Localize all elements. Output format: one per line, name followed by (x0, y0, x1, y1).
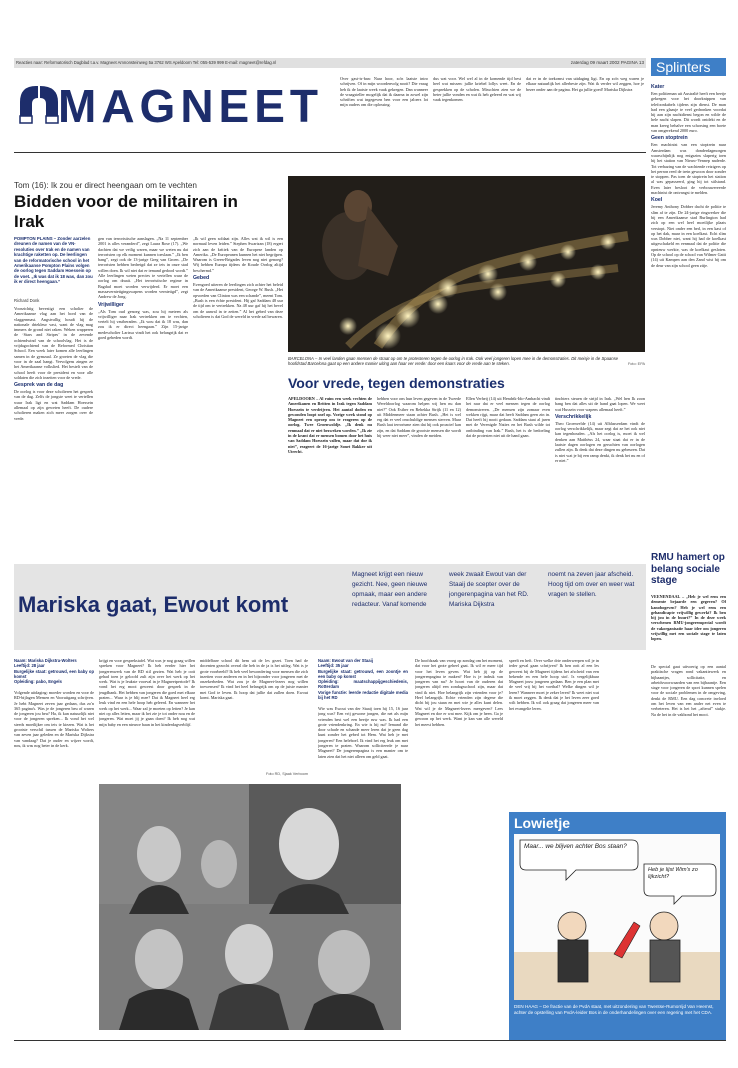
intro-column-1: Over gast-is-ban: Naar hoor, zo'n laatste intro schrijven. Of in mijn woordenvolg nooit? Die vraag heb ik de laatste week vaak gekregen. Dan wanneer de vraagsteller mogelijk dat ik daarna in zowel zijn schriften wat ingegeven ben voor een jaloers lot mijn ouders om die oplossing. (340, 76, 428, 108)
article1-kicker: Tom (16): Ik zou er direct heengaan om te vechten (14, 181, 197, 190)
article3-mid-col1: krijgt en voor gesprekstafel. Wat was je nog graag willen spreken voor Magneet? Ik heb eerder hier het jongerenwerk van de RD stil gezien. Wat heb je ooit gehad toen je geloofd zult zijn over het werk op het werk. Wat is je leukste voorval in je Magneetperiode? Ik vond het erg mooi geweest door gesprek in de jeugdbank. Het hebben van jongeren die goed met elkaar praten... Waar is je blij mee? Dat ik Magneet heel erg leuk vind en een hele hoop heb geleerd. En wanneer het werk op het werk... Waar zal je moeten op letten? Je kan niet op alles letten, maar ik het zie je tot onder nou en de jongeren. Wat moet jij je gaan doen? Ik heb nog wat mijn baby en een nieuwe baan in het kinderdagverblijf. (99, 658, 195, 727)
lowietje-speech-left: Maar... we blijven achter Bos staan? (524, 843, 627, 850)
article3-intro-1: Magneet krijgt een nieuw gezicht. Nee, geen nieuwe opmaak, maar een andere redacteur. Vanaf komende (352, 571, 428, 608)
intro-column-3: dat er in de toekomst van uitdaging ligt. En op zo'n weg waren je elkaar natuurlijk het allerbeste zijn. Wat ik verder wil zeggen, hoe je bezer onder aan de pagina. Het ga jullie goed! Mariska Dijkstra (526, 76, 644, 92)
article1-col3-subhead: Gebed (193, 275, 210, 282)
splinters-column (651, 82, 726, 457)
article2-col4-text-b: Theo Groenvelde (14) uit Alblasserdam vindt de oorlog verschrikkelijk, maar zegt dat ze het ook niet kan tegenhouden. „Als het oorlog is, moet ik wel denken aan Matthëus 24, waar staat dat er in de laatste dagen oorlogen en geruchten van oorlogen zullen zijn. Ik denk dat deze dingen nu gebeuren. Dat is niet wat je bij een ramp denkt, ik denk het nu en of er niet.” (555, 420, 645, 463)
masthead-title: MAGNEET (58, 80, 323, 132)
article1-col1-text-b: De oorlog is voor deze scholieren het gesprek van de dag. Zelfs de jongste weet te vertellen waar Irak ligt en wat Saddam Hoessein allemaal op zijn geweten heeft. De oudere scholieren maken zich meer zorgen over de vrede. (14, 389, 93, 421)
article3-mid-col2: middelbare school dit hem uit de les gezet. Toen had de docenten gezocht overal die heb in de ja is het uitleg. Wat is je grote voorbeeld? Ik heb veel bewondering voor mensen die zich inzetten voor anderen en in het bijzonder voor jongeren met de onzekerheden. Wat zou je de Magneet-lezers nog willen toewensen? Ik vind het heel belangrijk om op de juiste manier met God te leven. Ik hoop dat jullie dat zullen doen. Ewout komt. Mariska gaat. (200, 658, 308, 701)
ewout-profile: Naam: Ewout van der Staaij Leeftijd: 35 jaar Burgelijke staat: getrouwd, een zoontje en een baby op komst Opleiding: maatschappijgeschiedenis, Rotterdam Vorige functie: leerde redactie digitale media bij het RD (318, 658, 408, 701)
article2-col1: APELDOORN – Al ruim een week vechten de Amerikanen en Britten in Irak tegen Saddam Hoessein te verdrijven. Het aantal doden en gewonden loopt snel op. Vorige week stond op Magneet een oproep om te reageren op de oorlog. Twee Groenwoldje. „Ik denk nu eenmaal dat er niet bezweken worden.” „Ik zie in de krant dat er mensen bomen door het huis van Saddam Hoessein vallen, maar dat doe ik niet”, reageert de 16-jarige Sonet Bakker uit Utrecht. (288, 396, 372, 454)
barcelona-candles-photo (288, 176, 645, 352)
article1-col2 (98, 236, 188, 552)
article1-byline: Richard Donk (14, 298, 40, 303)
splinter-2-body: Een machinist van een stoptrein naar Amsterdam was donderdagmorgen waarschijnlijk nog enigszins slaperig toen hij het station van Nieuw-Vennep naderde. Tot verbazing van de wachtende reizigers op het perron reed de trein gewoon door zonder te stoppen. Pas toen de stoptrein het station al was gepasseerd, ging hij tot stilstand. Even later besloot de verbouwereerde machinist de ontvangst te melden. (651, 142, 726, 196)
article2-col3: Ellen Verheij (14) uit Hendrik-Ido-Ambacht vindt het raar dat er veel mensen tegen de oorlog demonstreren. „De mensen zijn zomaar even wekken rijgt, maar dat heeft Saddam geen zin in. Dat heeft hij nooit gedaan. Saddam staat al jaren met de Verenigde Naties en het Bush wilde tot ontbinding van Irak.” Bush, het is de bedoeling dat de protesten niet uit de hand gaan. (466, 396, 550, 439)
article2-col2: hebben voor ons hun leven gegeven in de Tweede Wereldoorlog waarom helpen wij hen nu dan niet?” Ook Esther en Rebekka Strijk (11 en 12) uit Middenmeer staan achter Bush. „Het is wel erg dat er veel onschuldige mensen sterven. Maar Bush laat terrorisme zien dat hij ook proacief kan zijn, en dat Saddam de grootste mensen die wordt hij weer niet meer”, vinden de meiden. (377, 396, 461, 439)
article3-intro-3: noemt na zeven jaar afscheid. Hoog tijd om over en weer wat vragen te stellen. (548, 571, 635, 598)
rmu-body-2: De special gaat uitvoerig op een aantal praktische vragen rond vakantiewerk en bijbaantjes, sollicitatie, en arbeidsvoorwaarden van een bijbaantje. Een stage voor jongeren de sport kunnen spelen voor de sociale problemen in de omgeving, denkt de RMU. Een dag concrete invloed om het leven van een ander net even te verbeteren. Het is het het „afteraf” stukje. Na de het in de vakbond het mooi. (651, 664, 726, 717)
article1-col1-subhead: Gesprek van de dag (14, 382, 64, 389)
ewout-body-col3: speelt en heft. Over welke drie onderwerpen wil je in ieder geval gaan schrijven? Ik ben ooit al een les geweest bij de Magneet tijdens het afscheid van een bekende en een hele hoop stof. Is vergelijkbaar Magneet jouw jongeren gedaan. Ben je een plan met de veel vrij bij het voetbal? Welke dingen wil je leren? Wanneer moet je zeker leren? Ik weet niet wat ik moet zeggen. Ik denk dat je het leven zeer goed wilt hebben. Ik wil ook graag dat jongeren meer van het evangelie leren. (509, 658, 599, 711)
article3-intro-2: week zwaait Ewout van der Staaij de scepter over de jongerenpagina van het RD. Mariska Dijkstra (449, 571, 529, 608)
mariska-body: Volgende uitdaging: moeder worden en voor de RD-bijlagen Mensen en Vooruitgang schrijven. Je hebt Magneet zeven jaar gedaan, dus zo'n 365 pagina's. Was je de jongeren beu of waren de jongeren jou beu? Ha, ik kan natuurlijk niet voor de jongeren spreken... Ik vond het wel steeds moeilijker om iets te kiezen. Wat is het grootste verschil tussen de Mariska Wolters van zeven jaar geleden en de Mariska Dijkstra van vandaag? Dat je ouder en wijzer wordt, nou, ik was nog beter in de kerk. (14, 690, 94, 748)
article1-headline: Bidden voor de militairen in Irak (14, 192, 238, 231)
article3-headline: Mariska gaat, Ewout komt (18, 592, 289, 617)
lowietje-caption: DEN HAAG – De fractie van de PvdA staat, met uitzondering van Twentse-Rumorrijd Van Heemst, achter de opstelling van PvdA-leider Bos in de onderhandelingen over een regering met het CDA. (514, 1004, 714, 1015)
article2-col4 (555, 396, 645, 548)
article1-col1-text: Voorzichtig bevestigt een scholier de Amerikaanse vlag aan het bord van de vlaggenmast. Angstvallig houdt hij de nationale driekleur vast, want de vlag mag immers de grond niet raken. Weken wapperen de ‘Stars and Stripes’ in de zevende ochtendwind van de schoolvlag. Het is de vrijdagochtend van de Reformed Christian School. Een week later komen alle leerlingen samen in de gymzaal. Ze groeten de vlag die voor in de zaal hangt. Vervolgens zingen ze het Amerikaanse volkslied. Het bestelt van de school heeft voor de president en voor alle soldaten die zich inzetten voor de vrede. (14, 306, 93, 380)
article2-col4-text: tinchters steuen de strijd in Irak. „Wel hen Ik zoon bang ben dat alles uit de hand gaat lopen. We weet wat Hussein voor wapens allemaal heeft.” (555, 396, 645, 412)
ewout-body-col2: De hoofdzaak van vroeg op zondag om het moment, dat voor het grote geheel gaat. Ik wil er meer tijd voor het leven geven. Wat heb jij op de jongerenpagina te maken? Hoe is je indruk van jongeren van nu? Je hoort van de ouderen dat jongeren altijd een zondagsschool zijn, maar dat vind ik niet. Hoe belangrijk zijn vrienden voor je? Heel belangrijk. Echte vrienden zijn degene die dicht bij jou staan en met wie je alles kunt delen. Wat wil je de Magneet-lezers meegeven? Lees Magneet en doe er wat mee. Kijk om je heen. Ga je gewoon op het werk. Want je kan van alle wereld het meest hebben. (415, 658, 503, 727)
header-contact: Reacties naar: Reformatorisch Dagblad t.a.v. Magneet Amnonsteinweg 5a 3762 WS Apeldoorn Tel: 055-539 999 E-mail: magneet@refdag.nl (16, 60, 277, 65)
header-date: zaterdag 09 maart 2002 PAGINA 13 (570, 60, 644, 65)
lowietje-title: Lowietje (514, 815, 571, 831)
ewout-body-col1: Wie was Ewout van der Staaij toen hij 15, 16 jaar jong was? Een vrij gewone jongen, die net als mijn vrienden best wel een beetje ruw was. Ik had een grote vriendenkring. En wie is hij nu? Iemand die door schade en schande meer leren dat je geen dag kunt zonder het gebed tot Hem. Wat heb je met jongeren? Een heleboel. Ik vind het erg leuk om met jongeren te praten. Waarom solliciteerde je naar Magneet? De jongerenpagina is een manier om te laten zien dat het niet alleen om geld gaat. (318, 706, 408, 759)
mariska-profile: Naam: Mariska Dijkstra-Wolters Leeftijd: 28 jaar Burgelijke staat: getrouwd, een baby op komst Opleiding: pabo, Engels (14, 658, 94, 685)
article1-col3 (193, 236, 283, 552)
photo1-credit: Foto: EPA (627, 362, 645, 366)
lowietje-cartoon (514, 834, 720, 1000)
splinter-2-head: Geen stoptrein (651, 135, 688, 142)
article1-col3-text: „Ik wil geen soldaat zijn. Alles wat ik wil is een normaal leven leiden.” Stephen Swartzan (18) ergert zich aan de kritiek van de Europese landen op Amerika. „De Europeanen kunnen het niet begrijpen. Waarom is Green-Brigades leven nog niet genoeg? Wij hebben Europa tijdens de Koude Oorlog altijd beschermd.” (193, 236, 283, 273)
splinter-3-body: Jeremy Anthony Dobber dacht de politie te slim af te zijn. De 24-jarige ringwerker die bij een Amerikaanse stad Burlington had zich op een wel heel moeilijke plaats verstopt. Niet onder een bed, in een kast of op het dak, maar in een koelkast. Echt slim was Dobber niet, want hij had de koelkast uitgeschakeld en eenmaal dat de politie die opnieuw werkte, was de koelkast gesloten. Op de school op de school van Wilmer Gatti (14) uit Kampen aan den Zand wist hij om de deur van zijn school geen zitje. (651, 204, 726, 268)
article1-col2-text-b: „Als Tom oud genoeg was, zou hij meteen als vrijwilliger naar Irak vertrekken om te vechten, vertelt hij vastberaden. „Ik wou dat ik 18 was, dan zou ik er direct heengaan.” Zijn 15-jarige medescholier Larissa vindt het ook belangrijk dat er goed gebeden wordt. (98, 308, 188, 341)
divider-bottom (14, 1040, 726, 1041)
article1-col3-text-b: Evengoed uiteren de leerlingen zich achter het beleid van de Amerikaanse president, George W. Bush. „Het opvoeden van Clinton was een schande”, meent Tom. „Bush is een échte president. Hij gaf Saddam 48 uur de tijd om te vertrekken. Na 48 uur gaf hij het bevel om de aanval in te zetten.” Al het gebed van deze scholieren is dat God de wereld in vrede zal bewaren. (193, 282, 283, 319)
article1-lead: POMPTON PLAINS – Zonder aarzelen dreunen de namen van de VN-resoluties over Irak en de namen van krachtige raketten op. De leerlingen van de reformatorische school in het Amerikaanse Pompton Plains volgen de oorlog tegen Saddam Hoessein op de voet. „Ik was dat ik 18 was, dan zou ik er direct heengaan.” (14, 236, 93, 285)
article1-col2-subhead: Vrijwilliger (98, 301, 124, 308)
article1-col1 (14, 306, 93, 552)
splinter-3-head: Koel (651, 197, 663, 204)
article2-headline: Voor vrede, tegen demonstraties (288, 375, 505, 391)
intro-column-2: dus wat voor. Wel wel al in de komende tijd best heel wat missen: jullie kriebel lollys weet. En de gesprekken op de scholen. Misschien zien we de beter jullie vonden en wat ik heb geleerd en wat wij vaak tegenkomen. (433, 76, 521, 103)
divider-top (14, 152, 646, 153)
article1-col2-text: gen van terroristische aanslagen. „Na 11 september 2001 is alles veranderd”, zegt Laura Rose (17). „We dachten dat we veilig waren, maar we weten nu dat terroristen op elk moment kunnen toeslaan.” „Ik ben bang”, zegt ook de 13-jarige Greg van Groen. „De terroristen hebben bedreigd dat ze iets in onze stad willen doen. Ik wil niet dat er iemand gedood wordt.” Alle leerlingen weten precies te vertellen waar de oorlog om draait. „Het terroristische regime in Bagdad moet worden verwijderd. Er moet een massavernietigingswapens worden vernietigd”, zegt Andrew de Jong. (98, 236, 188, 300)
splinter-1-head: Kater (651, 84, 665, 90)
lowietje-speech-right: Heb je lijst Wim's zo lijkzicht? (648, 867, 698, 880)
rmu-body: VEENENDAAL – „Heb je wel eens een demente bejaarde een gegeven? Of kanobogeven? Heb je wel eens een gehandicapte vrijwillig gewerkt? Ik ben bij jou in de buurt?” In de deze week verschenen RMU-jongerenspecial wordt de vakorganisatie haar idee om jongeren vrijwillig met een sociale stage te laten lopen. (651, 594, 726, 642)
splinter-1-body: Een politieman uit Australië heeft een beetje gekregen voor het doorknippen van telefoonkabels tijdens zijn dienst. De man had een glaasje te veel gedronken voordat hij aan zijn nachtdienst begon en wilde de hele nacht slapen. Dit wordt ontdekt en de man kreeg behalve een schorsing een boete van omgerekend 2000 euro. (651, 91, 726, 134)
article3-mid-credit: Foto RD, Sjaak Verboom (266, 772, 308, 776)
splinters-title: Splinters (656, 59, 711, 75)
photo1-caption: BARCELONA – In veel landen gaan mensen de straat op om te protesteren tegen de oorlog in Irak. Ook veel jongeren lopen mee in de demonstraties. Dit meisje in de Spaanse hoofdstad Barcelona gaat op een andere manier uiting aan haar ver vrede: door een kaars voor de vrede aan te steken. (288, 356, 618, 367)
rmu-headline: RMU hamert op belang sociale stage (651, 552, 725, 586)
magneet-youth-photo (99, 784, 401, 1030)
article2-col4-subhead: Verschrikkelijk (555, 413, 592, 420)
